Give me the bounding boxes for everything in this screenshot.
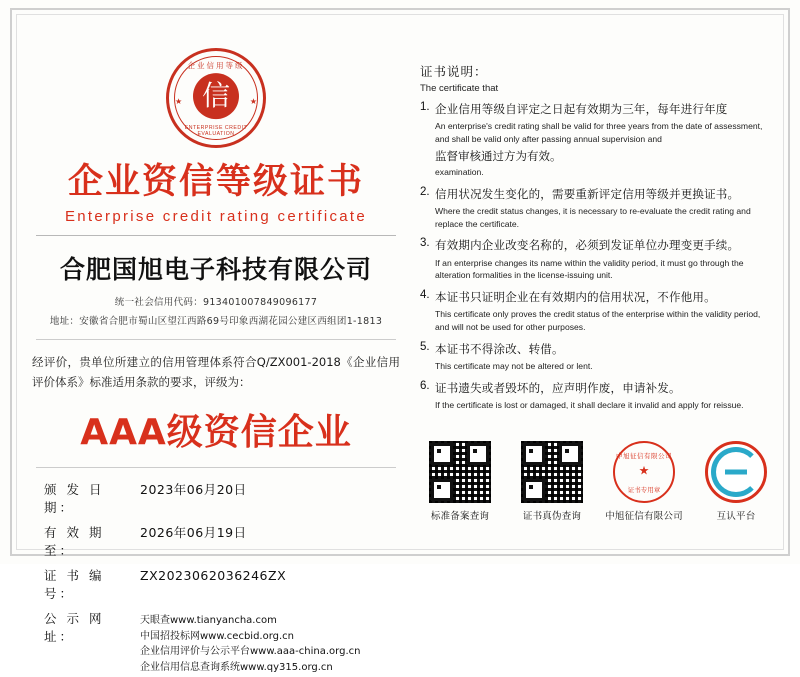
field-certificate-number-value: ZX2023062036246ZX	[140, 568, 287, 584]
note-item	[420, 101, 776, 179]
public-website-item[interactable]: 企业信用评价与公示平台www.aaa-china.org.cn	[140, 646, 361, 658]
public-website-list	[140, 613, 360, 675]
stamp-bottom-text: 证书专用章	[627, 487, 661, 494]
credit-grade: AAA级资信企业	[80, 412, 352, 454]
field-valid-until-label: 有 效 期 至：	[44, 525, 105, 559]
qr-finder-top-right	[467, 443, 489, 465]
note-text-en: This certificate may not be altered or lent.	[435, 360, 593, 371]
note-number: 3.	[420, 237, 430, 250]
note-text-en: An enterprise's credit rating shall be valid for three years from the date of assessment, and shall be valid only after passing annual supervision and	[435, 121, 763, 144]
badge-caption: 互认平台	[716, 511, 756, 522]
field-public-websites-label: 公 示 网 址：	[44, 611, 105, 645]
note-text-cn: 本证书不得涂改、转借。	[435, 341, 564, 356]
seal-center-character: 信	[193, 73, 239, 119]
credit-evaluation-seal-icon	[166, 48, 266, 148]
note-item	[420, 289, 776, 334]
certificate-fields	[26, 480, 406, 675]
field-valid-until-value: 2026年06月19日	[140, 525, 247, 541]
certificate-title-cn: 企业资信等级证书	[67, 162, 364, 202]
company-address-line: 地址：安徽省合肥市蜀山区望江西路69号印象西湖花园公建区西组团1-1813	[49, 316, 383, 327]
badge-issuer-stamp	[604, 441, 684, 522]
mutual-recognition-logo-icon	[705, 441, 767, 503]
field-issue-date	[44, 480, 406, 516]
note-text-en: Where the credit status changes, it is necessary to re-evaluate the credit rating and replace the certificate.	[435, 205, 751, 229]
badge-caption: 中旭征信有限公司	[605, 511, 683, 522]
note-body	[435, 237, 776, 282]
badge-caption: 标准备案查询	[430, 511, 490, 522]
note-item	[420, 380, 776, 412]
note-text-en-cont: examination.	[435, 166, 484, 177]
note-number: 2.	[420, 185, 430, 198]
note-item	[420, 186, 776, 231]
qr-finder-bottom-left	[523, 479, 545, 501]
note-text-cn: 证书遗失或者毁坏的，应声明作废，申请补发。	[435, 380, 681, 395]
field-issue-date-label: 颁 发 日 期：	[44, 482, 105, 516]
field-valid-until	[44, 523, 406, 559]
note-item	[420, 341, 776, 373]
note-text-cn: 本证书只证明企业在有效期内的信用状况，不作他用。	[435, 290, 716, 305]
logo-bar	[725, 470, 747, 475]
note-number: 6.	[420, 379, 430, 392]
field-certificate-number-label: 证 书 编 号：	[44, 568, 105, 602]
seal-bottom-text: ENTERPRISE CREDIT EVALUATION	[184, 125, 248, 137]
evaluation-statement: 经评价，贵单位所建立的信用管理体系符合Q/ZX001-2018《企业信用评价体系》标准适用条款的要求，评级为：	[32, 355, 400, 390]
qr-finder-top-left	[523, 443, 545, 465]
note-body	[435, 341, 776, 373]
note-text-en: This certificate only proves the credit status of the enterprise within the validity period, and will not be used for other purposes.	[435, 309, 761, 332]
badge-authenticity-check	[512, 441, 592, 522]
note-text-en: If an enterprise changes its name within the validity period, it must go through the alteration formalities in the license-issuing unit.	[435, 257, 744, 281]
notes-title-cn: 证书说明：	[420, 64, 488, 79]
field-issue-date-value: 2023年06月20日	[140, 482, 247, 498]
note-text-cn-cont: 监督审核通过方为有效。	[435, 148, 562, 163]
notes-title-en: The certificate that	[420, 83, 499, 94]
qr-finder-top-left	[431, 443, 453, 465]
official-stamp-icon	[613, 441, 675, 503]
qr-code-icon[interactable]	[521, 441, 583, 503]
public-website-item[interactable]: 天眼查www.tianyancha.com	[140, 615, 277, 627]
certificate-left-column	[26, 30, 406, 677]
note-text-en: If the certificate is lost or damaged, it shall declare it invalid and apply for reissue.	[435, 399, 744, 410]
company-name: 合肥国旭电子科技有限公司	[59, 255, 372, 284]
note-text-cn: 信用状况发生变化的，需要重新评定信用等级并更换证书。	[435, 186, 740, 201]
note-body	[435, 101, 776, 179]
public-website-item[interactable]: 企业信用信息查询系统www.qy315.org.cn	[140, 661, 333, 673]
public-website-item[interactable]: 中国招投标网www.cecbid.org.cn	[140, 630, 295, 642]
qr-finder-top-right	[559, 443, 581, 465]
statement-divider	[36, 339, 396, 340]
note-text-cn: 企业信用等级自评定之日起有效期为三年，每年进行年度	[435, 102, 728, 116]
stamp-top-text: 中旭征信有限公司	[616, 453, 672, 460]
note-body	[435, 380, 776, 412]
note-body	[435, 186, 776, 231]
certificate-notes-column	[420, 62, 776, 412]
badge-standard-filing	[420, 441, 500, 522]
field-public-websites	[44, 609, 406, 675]
credit-code-line: 统一社会信用代码：913401007849096177	[114, 297, 318, 308]
note-number: 5.	[420, 340, 430, 353]
badge-caption: 证书真伪查询	[522, 511, 582, 522]
note-item	[420, 237, 776, 282]
fields-divider	[36, 467, 396, 468]
seal-star-left-icon: ★	[175, 97, 183, 106]
note-number: 4.	[420, 289, 430, 302]
seal-star-right-icon: ★	[249, 97, 257, 106]
note-text-cn: 有效期内企业改变名称的，必须到发证单位办理变更手续。	[435, 238, 740, 253]
field-certificate-number	[44, 566, 406, 602]
seal-top-text: 企业信用等级	[187, 61, 245, 70]
note-number: 1.	[420, 101, 430, 113]
qr-finder-bottom-left	[431, 479, 453, 501]
verification-badge-row	[420, 441, 776, 522]
stamp-star-icon: ★	[638, 463, 650, 478]
seal-container	[26, 48, 406, 148]
certificate-title-en: Enterprise credit rating certificate	[64, 208, 368, 225]
badge-mutual-recognition	[696, 441, 776, 522]
title-divider	[36, 235, 396, 236]
note-body	[435, 289, 776, 334]
qr-code-icon[interactable]	[429, 441, 491, 503]
